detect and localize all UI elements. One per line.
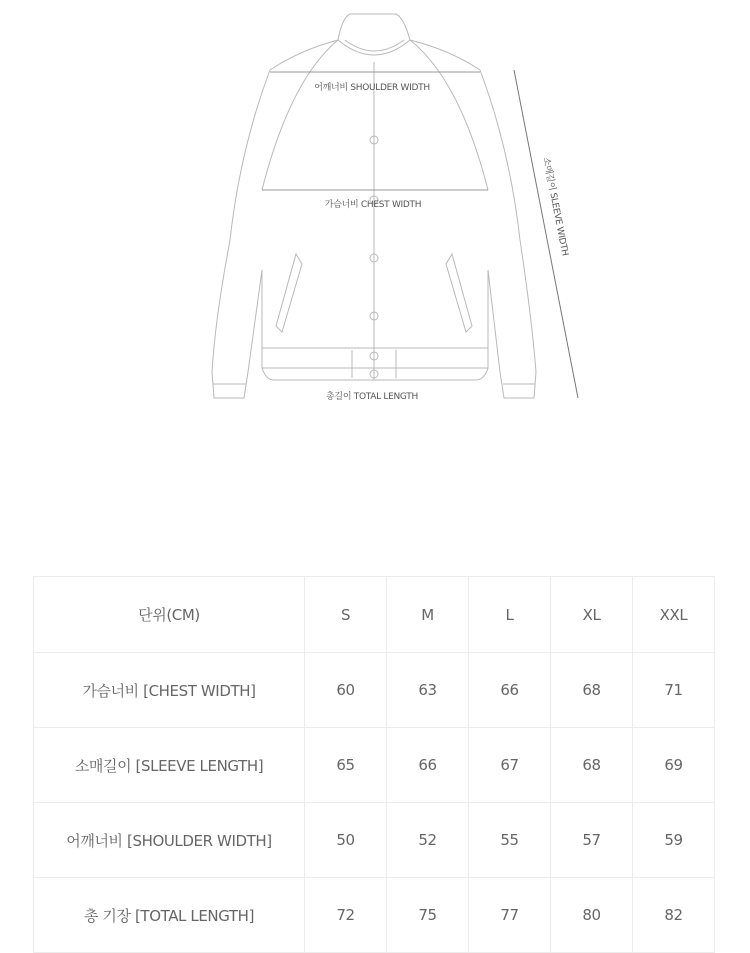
- table-cell: 55: [469, 803, 551, 878]
- table-cell: 57: [551, 803, 633, 878]
- row-label: 소매길이 [SLEEVE LENGTH]: [34, 728, 305, 803]
- sleeve-measure-line: [514, 70, 578, 398]
- table-cell: 75: [387, 878, 469, 953]
- size-header: XXL: [633, 577, 715, 653]
- shoulder-width-label: 어깨너비 SHOULDER WIDTH: [314, 83, 430, 93]
- collar: [338, 14, 410, 40]
- table-cell: 63: [387, 653, 469, 728]
- table-cell: 60: [305, 653, 387, 728]
- table-cell: 68: [551, 653, 633, 728]
- table-cell: 68: [551, 728, 633, 803]
- jacket-measurement-diagram: [0, 0, 750, 430]
- total-length-label: 총길이 TOTAL LENGTH: [326, 392, 418, 402]
- table-cell: 50: [305, 803, 387, 878]
- table-cell: 59: [633, 803, 715, 878]
- table-cell: 82: [633, 878, 715, 953]
- jacket-illustration: [0, 0, 750, 430]
- size-chart-table: [33, 576, 715, 953]
- size-header: S: [305, 577, 387, 653]
- table-cell: 66: [387, 728, 469, 803]
- row-label: 가슴너비 [CHEST WIDTH]: [34, 653, 305, 728]
- table-row: [34, 803, 715, 878]
- table-row: [34, 653, 715, 728]
- table-cell: 80: [551, 878, 633, 953]
- table-cell: 72: [305, 878, 387, 953]
- table-cell: 66: [469, 653, 551, 728]
- size-header: L: [469, 577, 551, 653]
- table-row: [34, 878, 715, 953]
- left-pocket: [276, 254, 302, 332]
- table-cell: 65: [305, 728, 387, 803]
- table-cell: 71: [633, 653, 715, 728]
- unit-header: 단위(CM): [34, 577, 305, 653]
- table-cell: 52: [387, 803, 469, 878]
- sleeve-length-label: 소매길이 SLEEVE WIDTH: [540, 156, 570, 257]
- table-row: [34, 728, 715, 803]
- table-cell: 67: [469, 728, 551, 803]
- table-header-row: [34, 577, 715, 653]
- row-label: 어깨너비 [SHOULDER WIDTH]: [34, 803, 305, 878]
- table-cell: 77: [469, 878, 551, 953]
- table-cell: 69: [633, 728, 715, 803]
- row-label: 총 기장 [TOTAL LENGTH]: [34, 878, 305, 953]
- chest-width-label: 가슴너비 CHEST WIDTH: [324, 200, 422, 210]
- size-header: M: [387, 577, 469, 653]
- size-header: XL: [551, 577, 633, 653]
- right-pocket: [446, 254, 472, 332]
